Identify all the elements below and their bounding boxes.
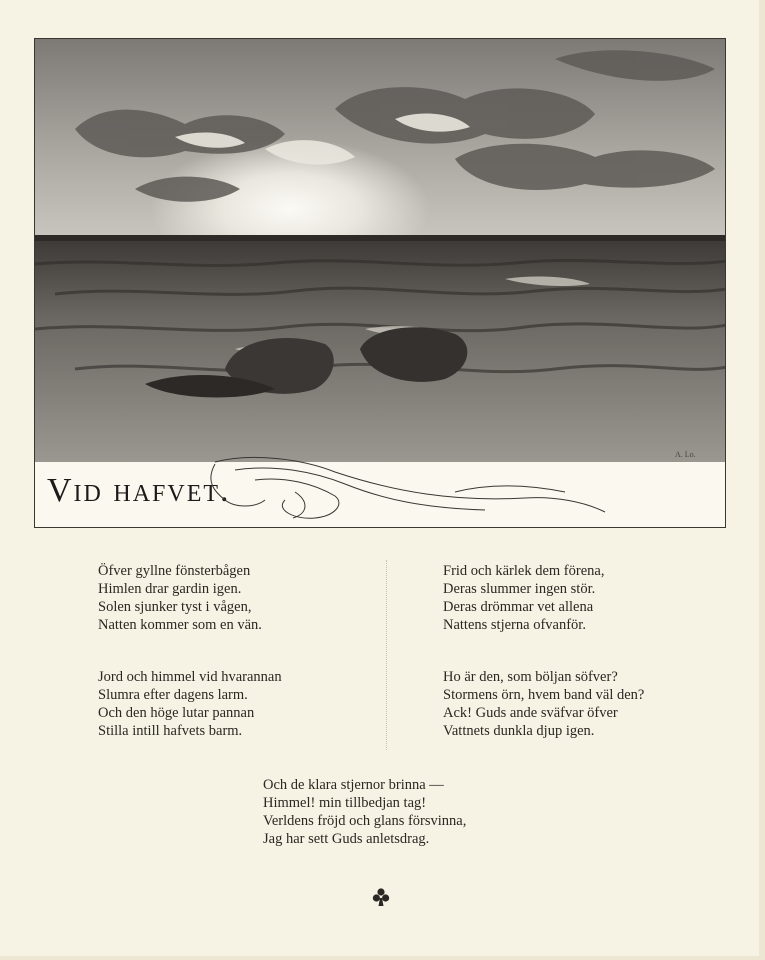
stanza-3 — [98, 668, 282, 740]
title-flourish-ornament — [195, 452, 615, 532]
stanza-5 — [263, 776, 466, 848]
stanza-line: Och den höge lutar pannan — [98, 705, 255, 721]
stanza-line: Himlen drar gardin igen. — [98, 581, 242, 597]
stanza-line: Deras slummer ingen stör. — [443, 581, 596, 597]
artist-signature: A. Lo. — [675, 450, 696, 459]
stanza-line: Öfver gyllne fönsterbågen — [98, 563, 251, 579]
stanza-line: Ho är den, som böljan söfver? — [443, 669, 618, 685]
sea-illustration — [34, 38, 726, 463]
column-divider — [386, 560, 387, 750]
stanza-line: Deras drömmar vet allena — [443, 599, 594, 615]
club-ornament-icon — [369, 885, 393, 909]
stanza-line: Solen sjunker tyst i vågen, — [98, 599, 252, 615]
stanza-line: Natten kommer som en vän. — [98, 617, 262, 633]
page-title: Vid hafvet. — [47, 472, 231, 509]
stanza-line: Himmel! min tillbedjan tag! — [263, 795, 427, 811]
sea-illustration-art — [35, 39, 726, 463]
stanza-line: Ack! Guds ande sväfvar öfver — [443, 705, 618, 721]
stanza-line: Och de klara stjernor brinna — — [263, 777, 444, 793]
title-band — [34, 462, 726, 528]
stanza-line: Jag har sett Guds anletsdrag. — [263, 831, 430, 847]
stanza-line: Stormens örn, hvem band väl den? — [443, 687, 645, 703]
stanza-line: Jord och himmel vid hvarannan — [98, 669, 282, 685]
stanza-line: Slumra efter dagens larm. — [98, 687, 248, 703]
stanza-line: Vattnets dunkla djup igen. — [443, 723, 595, 739]
stanza-1 — [98, 562, 262, 634]
stanza-line: Stilla intill hafvets barm. — [98, 723, 243, 739]
stanza-4 — [443, 668, 644, 740]
stanza-line: Frid och kärlek dem förena, — [443, 563, 605, 579]
stanza-2 — [443, 562, 604, 634]
stanza-line: Nattens stjerna ofvanför. — [443, 617, 586, 633]
stanza-line: Verldens fröjd och glans försvinna, — [263, 813, 467, 829]
